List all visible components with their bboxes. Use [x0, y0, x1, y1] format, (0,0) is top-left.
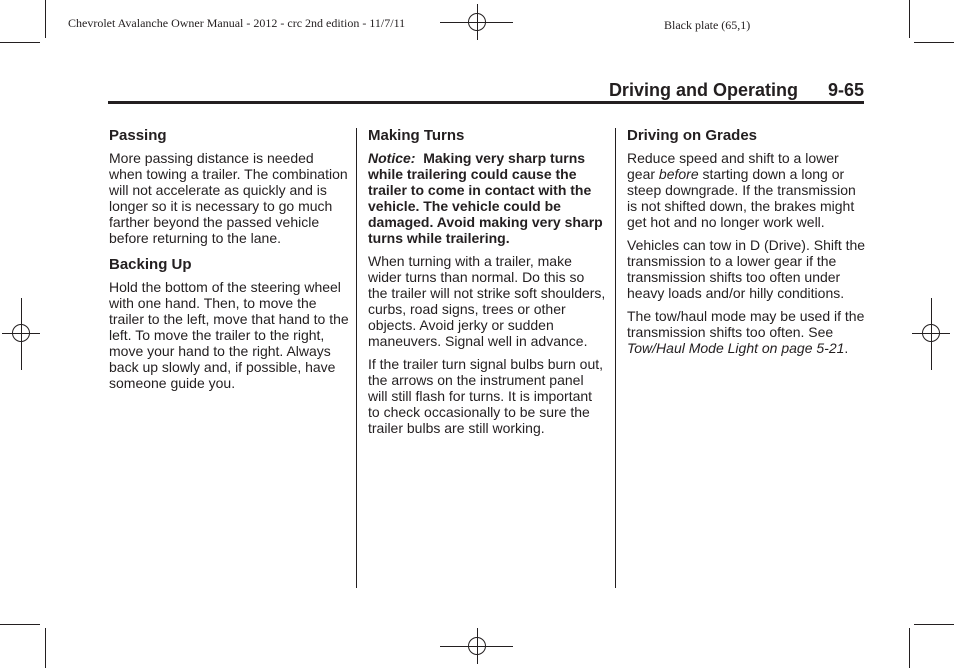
section-driving-on-grades — [627, 127, 867, 356]
registration-mark-left-circle — [12, 324, 30, 342]
section-heading: Passing — [109, 127, 167, 144]
text-run: . — [844, 340, 849, 356]
crop-mark-bl-v — [45, 628, 46, 668]
paragraph: If the trailer turn signal bulbs burn out, the arrows on the instrument panel will still flash for turns. It is important to check occasionally to be sure the trailer bulbs are still working. — [368, 356, 604, 436]
section-making-turns — [368, 127, 606, 436]
running-head-page-number: 9-65 — [827, 80, 864, 100]
column-1 — [109, 127, 349, 401]
text-run: starting down a long or steep downgrade. If the transmission is not shifted down, the brakes might get hot and no longer work well. — [627, 166, 856, 230]
column-divider-2 — [615, 128, 616, 588]
notice-label: Notice: — [368, 150, 416, 166]
notice — [368, 150, 606, 246]
crop-mark-br-h — [914, 624, 954, 625]
column-2 — [368, 127, 606, 446]
running-head-section: Driving and Operating — [608, 80, 798, 100]
cross-reference: Tow/Haul Mode Light on page 5-21 — [627, 340, 845, 356]
crop-mark-tr-h — [914, 42, 954, 43]
text-run: The tow/haul mode may be used if the transmission shifts too often. See — [627, 308, 865, 340]
crop-mark-bl-h — [0, 624, 40, 625]
section-passing — [109, 127, 349, 246]
text-run: Reduce speed and shift to a lower gear — [627, 150, 839, 182]
column-divider-1 — [356, 128, 357, 588]
paragraph: When turning with a trailer, make wider turns than normal. Do this so the trailer will not strike soft shoulders, curbs, road signs, trees or other objects. Avoid jerky or sudden maneuvers. Signal well in advance. — [368, 253, 606, 349]
crop-mark-tl-v — [45, 0, 46, 38]
paragraph: More passing distance is needed when towing a trailer. The combination will not accelerate as quickly and is longer so it is necessary to go much farther beyond the passed vehicle before returning to the lane. — [109, 150, 348, 246]
section-heading: Driving on Grades — [627, 127, 758, 144]
crop-mark-tr-v — [909, 0, 910, 38]
running-head — [609, 80, 864, 101]
notice-text: Making very sharp turns while trailering could cause the trailer to come in contact with the vehicle. The vehicle could be damaged. Avoid making very sharp turns while trailering. — [368, 150, 603, 246]
registration-mark-top-circle — [468, 13, 486, 31]
section-heading: Backing Up — [109, 256, 192, 273]
section-backing-up — [109, 256, 349, 391]
paragraph: Vehicles can tow in D (Drive). Shift the transmission to a lower gear if the transmission shifts too often under heavy loads and/or hilly conditions. — [627, 237, 866, 301]
column-3 — [627, 127, 867, 366]
crop-mark-tl-h — [0, 42, 40, 43]
emphasis: before — [658, 166, 699, 182]
header-rule — [108, 101, 864, 104]
print-header-right: Black plate (65,1) — [664, 18, 751, 32]
crop-mark-br-v — [909, 628, 910, 668]
paragraph — [627, 150, 867, 230]
registration-mark-bottom-circle — [468, 637, 486, 655]
paragraph: Hold the bottom of the steering wheel with one hand. Then, to move the trailer to the left, move that hand to the left. To move the trailer to the right, move your hand to the right. Always back up slowly and, if possible, have someone guide you. — [109, 279, 349, 391]
section-heading: Making Turns — [368, 127, 465, 144]
paragraph — [627, 308, 867, 356]
print-header-left: Chevrolet Avalanche Owner Manual - 2012 - crc 2nd edition - 11/7/11 — [68, 16, 406, 30]
registration-mark-right-circle — [922, 324, 940, 342]
